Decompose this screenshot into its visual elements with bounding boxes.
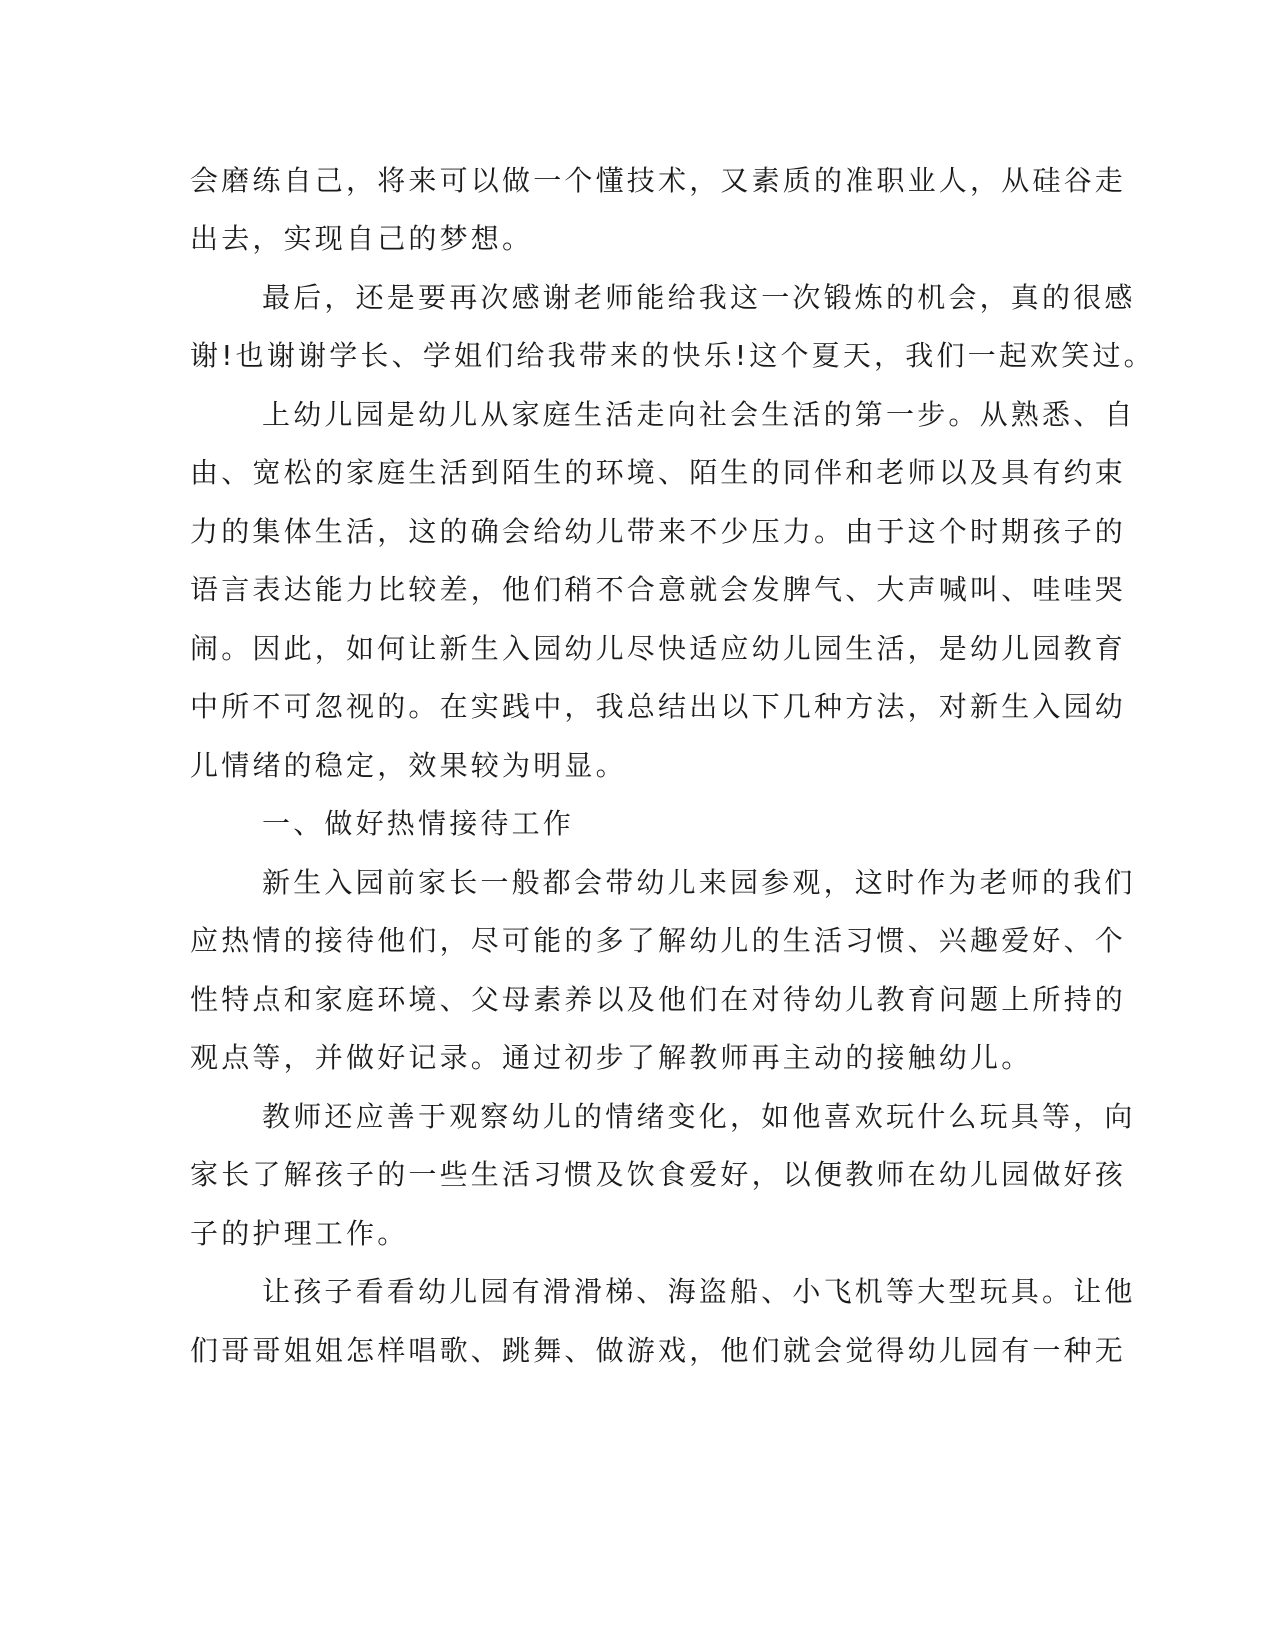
paragraph-start: 新生入园前家长一般都会带幼儿来园参观，这时作为老师的我们 — [262, 866, 1136, 899]
paragraph-start: 上幼儿园是幼儿从家庭生活走向社会生活的第一步。从熟悉、自 — [262, 398, 1136, 431]
paragraph-start: 最后，还是要再次感谢老师能给我这一次锻炼的机会，真的很感 — [262, 281, 1136, 314]
text-line: 力的集体生活，这的确会给幼儿带来不少压力。由于这个时期孩子的 — [190, 515, 1127, 548]
text-line: 语言表达能力比较差，他们稍不合意就会发脾气、大声喊叫、哇哇哭 — [190, 573, 1127, 606]
text-line: 家长了解孩子的一些生活习惯及饮食爱好，以便教师在幼儿园做好孩 — [190, 1158, 1127, 1191]
text-line: 们哥哥姐姐怎样唱歌、跳舞、做游戏，他们就会觉得幼儿园有一种无 — [190, 1334, 1127, 1367]
text-line: 性特点和家庭环境、父母素养以及他们在对待幼儿教育问题上所持的 — [190, 983, 1127, 1016]
text-line: 中所不可忽视的。在实践中，我总结出以下几种方法，对新生入园幼 — [190, 690, 1127, 723]
paragraph-start: 让孩子看看幼儿园有滑滑梯、海盗船、小飞机等大型玩具。让他 — [262, 1275, 1136, 1308]
text-line: 儿情绪的稳定，效果较为明显。 — [190, 749, 627, 782]
section-heading: 一、做好热情接待工作 — [262, 807, 575, 840]
text-line: 闹。因此，如何让新生入园幼儿尽快适应幼儿园生活，是幼儿园教育 — [190, 632, 1127, 665]
paragraph-start: 教师还应善于观察幼儿的情绪变化，如他喜欢玩什么玩具等，向 — [262, 1100, 1136, 1133]
text-line: 子的护理工作。 — [190, 1217, 409, 1250]
text-line: 出去，实现自己的梦想。 — [190, 222, 534, 255]
text-line: 会磨练自己，将来可以做一个懂技术，又素质的准职业人，从硅谷走 — [190, 164, 1127, 197]
text-line: 应热情的接待他们，尽可能的多了解幼儿的生活习惯、兴趣爱好、个 — [190, 924, 1127, 957]
text-line: 观点等，并做好记录。通过初步了解教师再主动的接触幼儿。 — [190, 1041, 1033, 1074]
text-line: 由、宽松的家庭生活到陌生的环境、陌生的同伴和老师以及具有约束 — [190, 456, 1127, 489]
text-line: 谢!也谢谢学长、学姐们给我带来的快乐!这个夏天，我们一起欢笑过。 — [190, 339, 1155, 372]
